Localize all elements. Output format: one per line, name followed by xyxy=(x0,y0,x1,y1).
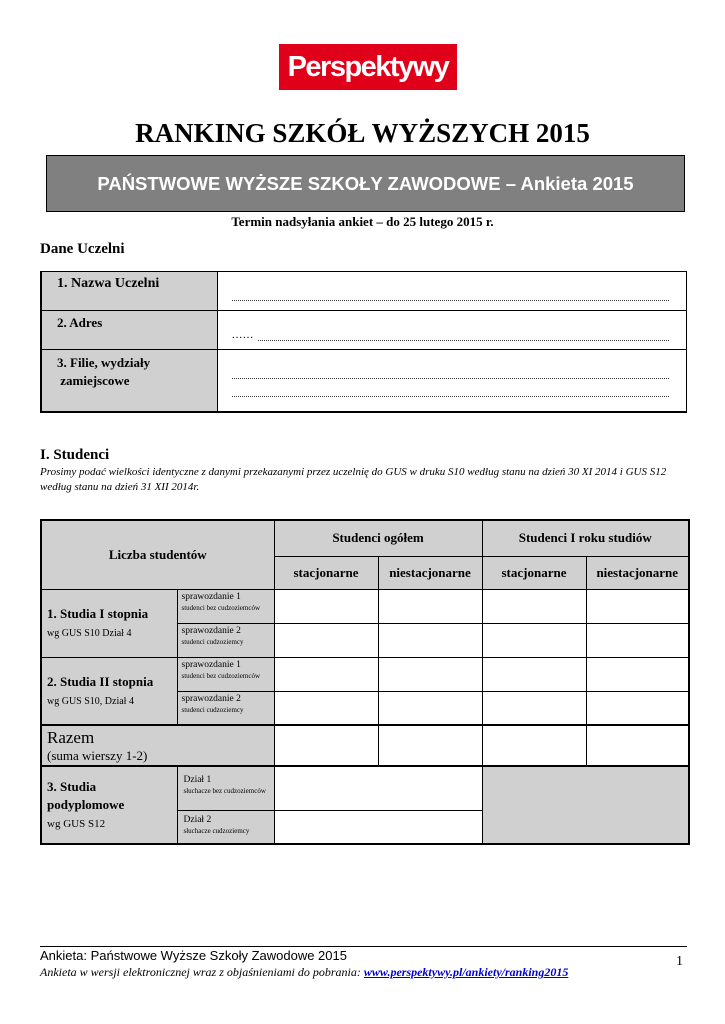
dzial-2 xyxy=(177,810,274,844)
page-title: RANKING SZKÓŁ WYŻSZYCH 2015 xyxy=(135,118,590,148)
spr2-sublabel: studenci cudzoziemcy xyxy=(181,705,244,714)
cell-input[interactable] xyxy=(274,657,378,691)
razem-label: Razem xyxy=(47,727,95,747)
studia-pod-sub: wg GUS S12 xyxy=(47,818,106,830)
cell-input[interactable] xyxy=(274,589,378,623)
deadline-text: Termin nadsyłania ankiet – do 25 lutego 2015 r. xyxy=(231,214,494,229)
cell-input[interactable] xyxy=(482,725,586,766)
cell-input[interactable] xyxy=(274,623,378,657)
cell-input[interactable] xyxy=(586,657,689,691)
studia-i-sub: wg GUS S10 Dział 4 xyxy=(47,628,132,639)
razem-sublabel: (suma wierszy 1-2) xyxy=(47,747,148,763)
cell-input[interactable] xyxy=(586,691,689,725)
footer-title: Ankieta: Państwowe Wyższe Szkoły Zawodowe 2015 xyxy=(40,948,347,963)
row-studia-ii-stopnia xyxy=(41,657,177,725)
filie-label-line2: zamiejscowe xyxy=(60,373,130,388)
row-studia-podyplomowe xyxy=(41,766,177,844)
cell-input[interactable] xyxy=(482,589,586,623)
cell-input[interactable] xyxy=(378,623,482,657)
group-irok-header: Studenci I roku studiów xyxy=(482,520,689,556)
corner-header: Liczba studentów xyxy=(41,520,274,589)
dane-uczelni-heading: Dane Uczelni xyxy=(40,241,125,257)
col-niestacjonarne-2: niestacjonarne xyxy=(586,556,689,589)
adres-prefix: …… xyxy=(231,329,254,341)
dzial1-sublabel: słuchacze bez cudzoziemców xyxy=(183,787,266,795)
download-link[interactable]: www.perspektywy.pl/ankiety/ranking2015 xyxy=(363,965,569,979)
spr1-sublabel: studenci bez cudzoziemców xyxy=(181,671,261,680)
spr2-label: sprawozdanie 2 xyxy=(181,625,241,636)
studia-ii-title: 2. Studia II stopnia xyxy=(47,673,154,689)
spr1-sublabel: studenci bez cudzoziemców xyxy=(181,603,261,612)
dzial-1 xyxy=(177,766,274,810)
cell-input[interactable] xyxy=(482,623,586,657)
cell-input[interactable] xyxy=(378,691,482,725)
studenci-heading: I. Studenci xyxy=(40,447,110,463)
studia-ii-sub: wg GUS S10, Dział 4 xyxy=(47,695,134,707)
cell-input[interactable] xyxy=(482,657,586,691)
cell-input[interactable] xyxy=(586,725,689,766)
perspektywy-logo: Perspektywy xyxy=(279,44,457,90)
footer-divider xyxy=(40,946,687,947)
sprawozdanie-2-s1 xyxy=(177,623,274,657)
sprawozdanie-1-s1 xyxy=(177,589,274,623)
filie-label-line1: 3. Filie, wydziały xyxy=(57,355,151,370)
col-niestacjonarne-1: niestacjonarne xyxy=(378,556,482,589)
col-stacjonarne-2: stacjonarne xyxy=(482,556,586,589)
banner-text: PAŃSTWOWE WYŻSZE SZKOŁY ZAWODOWE – Ankieta 2015 xyxy=(97,172,634,194)
studia-pod-title: 3. Studia podyplomowe xyxy=(47,779,125,812)
filie-field[interactable] xyxy=(217,350,687,412)
studenci-note: Prosimy podać wielkości identyczne z danymi przekazanymi przez uczelnię do GUS w druku S10 według stanu na dzień 30 XI 2014 i GUS S12 według stanu na dzień 31 XII 2014r. xyxy=(40,466,667,493)
adres-field[interactable] xyxy=(217,311,687,350)
cell-input[interactable] xyxy=(274,810,482,844)
row-razem xyxy=(41,725,274,766)
group-ogolem-header: Studenci ogółem xyxy=(274,520,482,556)
footer-note xyxy=(40,965,568,980)
cell-input[interactable] xyxy=(586,623,689,657)
cell-input[interactable] xyxy=(378,725,482,766)
cell-input[interactable] xyxy=(274,725,378,766)
row-studia-i-stopnia xyxy=(41,589,177,657)
dzial1-label: Dział 1 xyxy=(183,775,212,785)
cell-input[interactable] xyxy=(378,657,482,691)
sprawozdanie-2-s2 xyxy=(177,691,274,725)
studenci-table xyxy=(40,519,690,845)
disabled-cell xyxy=(482,766,689,844)
spr2-sublabel: studenci cudzoziemcy xyxy=(181,637,244,646)
spr2-label: sprawozdanie 2 xyxy=(181,693,241,704)
dzial2-label: Dział 2 xyxy=(183,814,212,825)
adres-label: 2. Adres xyxy=(41,311,217,350)
cell-input[interactable] xyxy=(482,691,586,725)
col-stacjonarne-1: stacjonarne xyxy=(274,556,378,589)
sprawozdanie-1-s2 xyxy=(177,657,274,691)
filie-label xyxy=(41,350,217,412)
cell-input[interactable] xyxy=(378,589,482,623)
survey-banner xyxy=(46,155,685,212)
dzial2-sublabel: słuchacze cudzoziemcy xyxy=(183,826,250,835)
nazwa-field[interactable] xyxy=(217,272,687,311)
page-number: 1 xyxy=(676,954,683,969)
dane-uczelni-table xyxy=(40,271,687,413)
cell-input[interactable] xyxy=(274,766,482,810)
studia-i-title: 1. Studia I stopnia xyxy=(47,606,149,621)
cell-input[interactable] xyxy=(586,589,689,623)
spr1-label: sprawozdanie 1 xyxy=(181,659,241,670)
spr1-label: sprawozdanie 1 xyxy=(181,591,241,602)
footer-note-text: Ankieta w wersji elektronicznej wraz z objaśnieniami do pobrania: xyxy=(40,965,364,979)
nazwa-label: 1. Nazwa Uczelni xyxy=(41,272,217,311)
cell-input[interactable] xyxy=(274,691,378,725)
